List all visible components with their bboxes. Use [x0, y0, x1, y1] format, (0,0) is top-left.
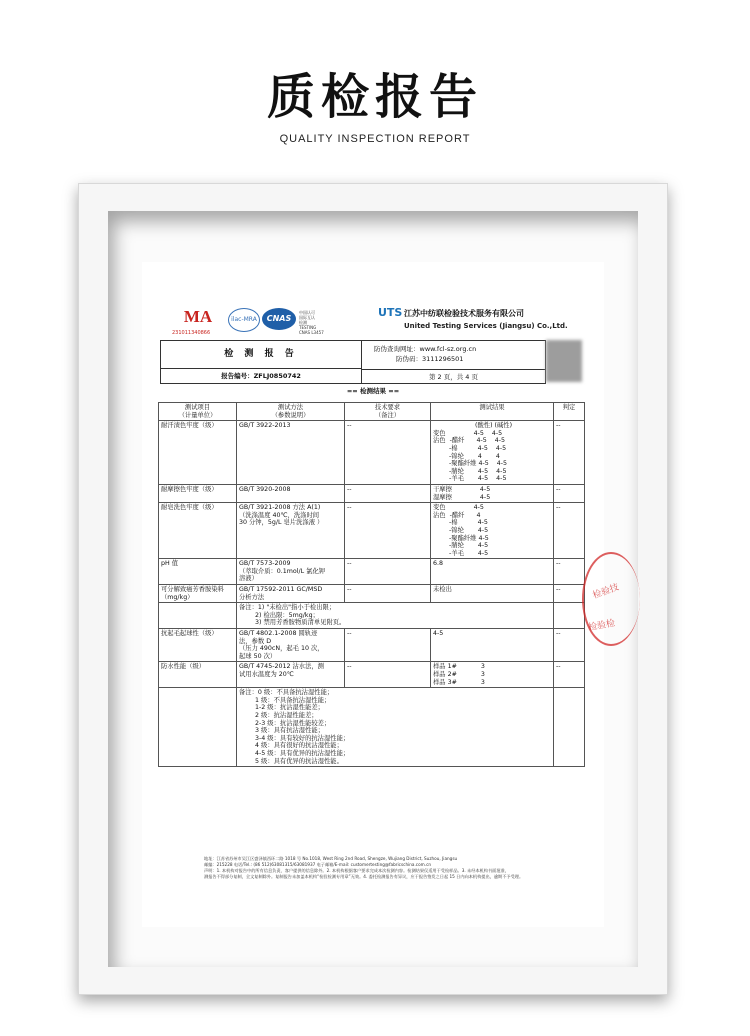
cell-method: GB/T 7573-2009 （萃取介质：0.1mol/L 氯化钾 溶液） [237, 559, 345, 585]
cell-item: 耐摩擦色牢度（级） [159, 484, 237, 502]
page-subtitle: QUALITY INSPECTION REPORT [279, 133, 471, 145]
cell-item: 抗起毛起球性（级） [159, 629, 237, 662]
cell-judge: -- [554, 629, 585, 662]
footer-statement-2: 测报告不得部分复制，全文复制除外。复制报告未加盖本机构“检验检测专用章”无效。4. 委托检测报告有异议，应于报告签发之日起 15 日内向本机构提出，逾期不予受理。 [204, 874, 524, 879]
cell-method: GB/T 17592-2011 GC/MSD 分析方法 [237, 585, 345, 603]
note-spacer [554, 603, 585, 629]
cell-judge: -- [554, 503, 585, 559]
table-header-row [159, 403, 585, 421]
report-title: 检 测 报 告 [161, 341, 361, 369]
red-seal-stamp: 检验技 检验检 [582, 552, 640, 646]
cell-result: 6.8 [431, 559, 554, 585]
query-site: 防伪查询网址：www.fcl-sz.org.cn [374, 345, 477, 353]
cell-result: 未检出 [431, 585, 554, 603]
cell-req: -- [345, 559, 431, 585]
cell-method: GB/T 3920-2008 [237, 484, 345, 502]
cell-item: 耐皂洗色牢度（级） [159, 503, 237, 559]
footer-address: 地址：江苏省苏州市吴江区盛泽镇西环二路 1018 号 No.1018, West Ring 2nd Road, Shengze, Wujiang District, Suzhou, Jiangsu [204, 856, 458, 861]
col-header-judge: 判定 [554, 403, 585, 421]
page-indicator: 第 2 页，共 4 页 [362, 369, 545, 384]
table-row [159, 503, 585, 559]
report-footer [204, 856, 544, 880]
cnas-text: 中国认可 国际互认 检测 TESTING CNAS L3457 [299, 310, 324, 335]
cell-method: GB/T 3921-2008 方法 A(1) （洗涤温度 40℃，洗涤时间 30 分钟，5g/L 皂片洗涤液 ） [237, 503, 345, 559]
col-header-req: 技术要求 （备注） [345, 403, 431, 421]
note-spacer [159, 688, 237, 767]
table-row [159, 421, 585, 485]
cell-judge: -- [554, 421, 585, 485]
page-title: 质检报告 [266, 69, 483, 125]
cell-req: -- [345, 484, 431, 502]
ilac-logo: ilac-MRA [228, 308, 260, 332]
results-table [158, 402, 585, 767]
cell-judge: -- [554, 559, 585, 585]
logo-row [162, 306, 592, 338]
cell-method: GB/T 4802.1-2008 圆轨迹 法，参数 D （压力 490cN，起毛 10 次， 起球 50 次） [237, 629, 345, 662]
cell-judge: -- [554, 662, 585, 688]
cell-req: -- [345, 662, 431, 688]
cell-item: pH 值 [159, 559, 237, 585]
cell-req: -- [345, 629, 431, 662]
report-header [160, 340, 546, 384]
cell-result: 4-5 [431, 629, 554, 662]
cell-result: 样品 1# 3 样品 2# 3 样品 3# 3 [431, 662, 554, 688]
cell-note: 备注：1) "未检出"指小于检出限； 2) 检出限：5mg/kg； 3) 禁用芳香胺物质清单见附页。 [237, 603, 554, 629]
cell-item: 可分解致癌芳香胺染料（mg/kg） [159, 585, 237, 603]
cell-result: (酸性) (碱性) 变色 4-5 4-5 沾色 -醋纤 4-5 4-5 -棉 4-5 4-5 -锦纶 4 4 -聚酯纤维 4-5 4-5 -腈纶 4-5 4-5 -羊毛 4-5 4-5 [431, 421, 554, 485]
note-spacer [554, 688, 585, 767]
cell-judge: -- [554, 585, 585, 603]
cnas-logo: CNAS [262, 308, 296, 330]
table-row [159, 559, 585, 585]
cell-req: -- [345, 585, 431, 603]
report-number: 报告编号：ZFLJ0850742 [221, 372, 301, 380]
cma-logo: MA [183, 307, 213, 326]
cell-result: 变色 4-5 沾色 -醋纤 4 -棉 4-5 -锦纶 4-5 -聚酯纤维 4-5 -腈纶 4-5 -羊毛 4-5 [431, 503, 554, 559]
report-paper [142, 262, 621, 927]
table-row [159, 629, 585, 662]
qr-code [546, 340, 582, 382]
table-row [159, 585, 585, 603]
uts-logo: UTS [378, 306, 403, 319]
cell-method: GB/T 3922-2013 [237, 421, 345, 485]
fake-code: 防伪码：3111296501 [396, 355, 464, 363]
table-note-row [159, 603, 585, 629]
col-header-method: 测试方法 （参数说明） [237, 403, 345, 421]
org-name-en: United Testing Services (Jiangsu) Co.,Ltd. [404, 322, 568, 330]
cell-item: 耐汗渍色牢度（级） [159, 421, 237, 485]
table-row [159, 662, 585, 688]
cell-item: 防水性能（级） [159, 662, 237, 688]
cma-number: 231011340866 [172, 330, 211, 336]
cell-note: 备注：0 级：不具备抗沾湿性能； 1 级：不具备抗沾湿性能； 1-2 级：抗沾湿性能差； 2 级：抗沾湿性能差； 2-3 级：抗沾湿性能较差； 3 级：具有抗沾湿性能； 3-4 级：具有较好的抗沾湿性能； 4 级：具有很好的抗沾湿性能； 4-5 级：具有优异的抗沾湿性能； 5 级：具有优异的抗沾湿性能。 [237, 688, 554, 767]
table-note-row [159, 688, 585, 767]
col-header-item: 测试项目 （计量单位） [159, 403, 237, 421]
col-header-result: 测试结果 [431, 403, 554, 421]
org-name-cn: 江苏中纺联检验技术服务有限公司 [404, 309, 524, 318]
cell-req: -- [345, 421, 431, 485]
table-row [159, 484, 585, 502]
cell-judge: -- [554, 484, 585, 502]
cell-result: 干摩擦 4-5 湿摩擦 4-5 [431, 484, 554, 502]
footer-contact: 邮编：215228 电话/Tel.: (86 512)63081315/63081937 电子邮箱/E-mail: customertesting@fabricschina.com.cn [204, 862, 432, 867]
section-title: == 检测结果 == [346, 387, 400, 395]
cell-method: GB/T 4745-2012 沾水法，测 试用水温度为 20℃ [237, 662, 345, 688]
cell-req: -- [345, 503, 431, 559]
footer-statement-1: 声明：1. 本机构对报告中的所有信息负责，客户提供的信息除外。2. 本机构根据客户要求完成本次检测内容。检测结果仅适用于受检样品。3. 未经本机构书面批准， [204, 868, 509, 873]
note-spacer [159, 603, 237, 629]
